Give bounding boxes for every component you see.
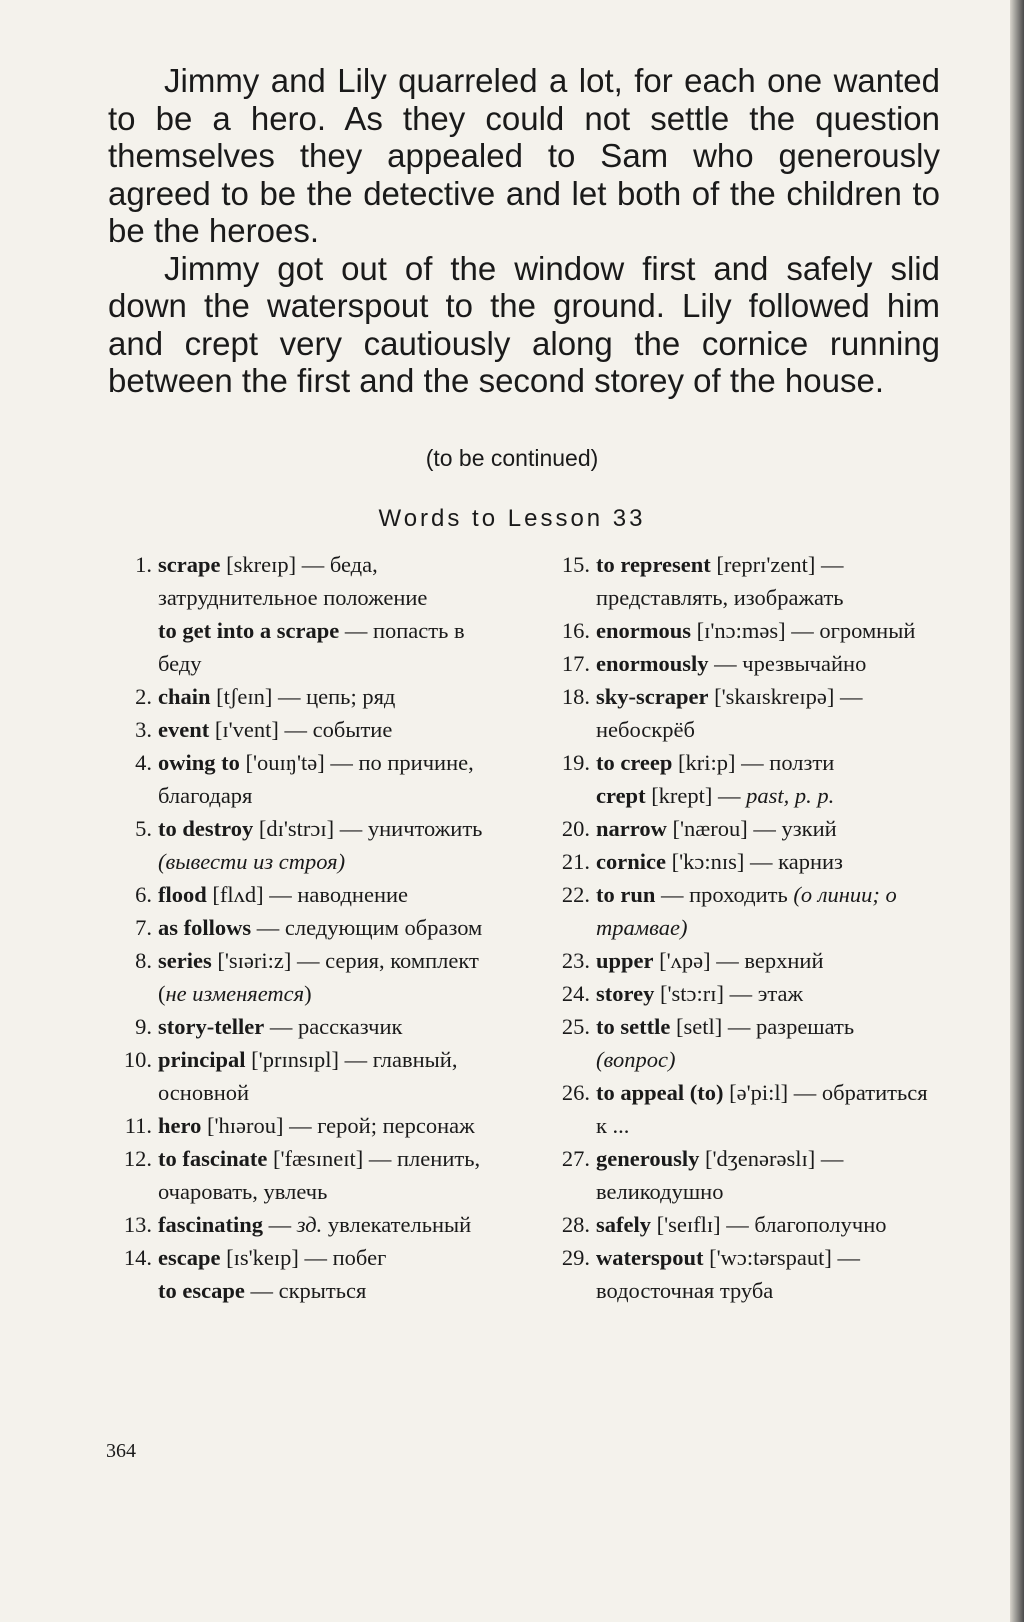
entry-translation: ['stɔ:rɪ] — этаж	[659, 981, 804, 1006]
entry-subline	[158, 1274, 498, 1307]
entry-word: upper	[596, 948, 654, 973]
entry-number: 24.	[561, 981, 590, 1006]
page-edge-shadow	[1010, 0, 1024, 1622]
entry-number: 18.	[561, 684, 590, 709]
entry-subline	[596, 779, 938, 812]
vocabulary-entry	[538, 845, 938, 878]
vocabulary-entry	[538, 680, 938, 746]
entry-number: 21.	[561, 849, 590, 874]
entry-translation: — чрезвычайно	[714, 651, 867, 676]
entry-word: fascinating	[158, 1212, 264, 1237]
entry-phrase-translation: — скрыться	[244, 1278, 367, 1303]
entry-line	[596, 614, 938, 647]
entry-line	[158, 1109, 498, 1142]
vocabulary-entry	[538, 812, 938, 845]
entry-translation: ['ʌpə] — верхний	[659, 948, 824, 973]
entry-translation: ['sɪəri:z] — серия, комплект (	[158, 948, 479, 1006]
entry-word: enormously	[596, 651, 709, 676]
entry-number: 9.	[135, 1014, 152, 1039]
entry-number: 1.	[135, 552, 152, 577]
entry-word: to appeal (to)	[596, 1080, 724, 1105]
entry-translation: [ɪ'vent] — событие	[214, 717, 393, 742]
story-text	[108, 62, 940, 400]
entry-number: 2.	[135, 684, 152, 709]
entry-number: 15.	[561, 552, 590, 577]
vocabulary-entry	[100, 878, 498, 911]
entry-line	[596, 845, 938, 878]
entry-number: 7.	[135, 915, 152, 940]
vocabulary-entry	[538, 1208, 938, 1241]
entry-translation: [kri:p] — ползти	[678, 750, 835, 775]
vocabulary-entry	[100, 1043, 498, 1109]
entry-word: to represent	[596, 552, 711, 577]
entry-line	[158, 548, 498, 614]
vocabulary-entry	[538, 977, 938, 1010]
vocabulary-entry	[100, 1241, 498, 1307]
entry-word: story-teller	[158, 1014, 265, 1039]
entry-word: generously	[596, 1146, 700, 1171]
entry-number: 5.	[135, 816, 152, 841]
entry-line	[158, 878, 498, 911]
entry-word: to creep	[596, 750, 673, 775]
entry-line	[596, 548, 938, 614]
entry-line	[596, 1208, 938, 1241]
entry-word: escape	[158, 1245, 221, 1270]
vocabulary-entry	[100, 911, 498, 944]
entry-subline	[158, 614, 498, 680]
entry-translation: [ə'pi:l] — обратиться к ...	[596, 1080, 928, 1138]
entry-number: 29.	[561, 1245, 590, 1270]
vocabulary-entry	[100, 1010, 498, 1043]
entry-translation: ['prɪnsɪpl] — главный, основной	[158, 1047, 458, 1105]
entry-translation: ['skaɪskreɪpə] — небоскрёб	[596, 684, 863, 742]
vocabulary-entry	[100, 713, 498, 746]
vocabulary-entry	[100, 746, 498, 812]
entry-word: owing to	[158, 750, 240, 775]
entry-line	[596, 1241, 938, 1307]
entry-number: 6.	[135, 882, 152, 907]
vocabulary-entry	[100, 1208, 498, 1241]
entry-line	[158, 911, 498, 944]
entry-translation: —	[268, 1212, 297, 1237]
entry-number: 10.	[123, 1047, 152, 1072]
entry-word: chain	[158, 684, 211, 709]
entry-line	[596, 680, 938, 746]
entry-line	[158, 812, 498, 878]
vocabulary-entry	[538, 878, 938, 944]
entry-number: 8.	[135, 948, 152, 973]
entry-line	[158, 680, 498, 713]
entry-translation-tail: )	[304, 981, 312, 1006]
vocabulary-entry	[100, 944, 498, 1010]
entry-word: safely	[596, 1212, 651, 1237]
entry-word: storey	[596, 981, 655, 1006]
vocabulary-entry	[538, 746, 938, 812]
vocabulary-entry	[100, 1109, 498, 1142]
entry-number: 25.	[561, 1014, 590, 1039]
entry-line	[158, 944, 498, 1010]
entry-line	[596, 812, 938, 845]
entry-line	[596, 1142, 938, 1208]
entry-word: to destroy	[158, 816, 254, 841]
entry-number: 4.	[135, 750, 152, 775]
entry-translation: — проходить	[661, 882, 794, 907]
entry-translation: — рассказчик	[269, 1014, 403, 1039]
entry-translation: ['wɔ:tərspaut] — водосточная труба	[596, 1245, 861, 1303]
entry-word: as follows	[158, 915, 252, 940]
entry-number: 23.	[561, 948, 590, 973]
entry-number: 3.	[135, 717, 152, 742]
entry-number: 17.	[561, 651, 590, 676]
entry-number: 22.	[561, 882, 590, 907]
entry-line	[158, 1010, 498, 1043]
entry-word: to run	[596, 882, 656, 907]
entry-line	[158, 746, 498, 812]
entry-word: narrow	[596, 816, 667, 841]
entry-number: 11.	[124, 1113, 152, 1138]
paragraph-2: Jimmy got out of the window first and safely slid down the waterspout to the ground. Lily followed him and crept very cautiously along the cornice running between the first and the second storey of the house.	[108, 249, 940, 399]
entry-number: 26.	[561, 1080, 590, 1105]
entry-line	[596, 1076, 938, 1142]
entry-translation: ['fæsɪneɪt] — пленить, очаровать, увлечь	[158, 1146, 481, 1204]
entry-number: 13.	[123, 1212, 152, 1237]
entry-word: flood	[158, 882, 207, 907]
entry-word: cornice	[596, 849, 666, 874]
vocabulary-column-right	[538, 548, 938, 1307]
vocabulary-entry	[538, 1142, 938, 1208]
entry-translation: [reprɪ'zent] — представлять, изображать	[596, 552, 844, 610]
entry-phrase: to escape	[158, 1278, 245, 1303]
page-number: 364	[106, 1440, 136, 1462]
entry-phrase-translation: — попасть в беду	[158, 618, 465, 676]
entry-line	[158, 1142, 498, 1208]
entry-word: event	[158, 717, 210, 742]
entry-note: зд.	[296, 1212, 323, 1237]
entry-line	[158, 1241, 498, 1274]
entry-phrase: crept	[596, 783, 646, 808]
entry-line	[158, 1208, 498, 1241]
entry-translation: ['ouɪŋ'tə] — по причине, благодаря	[158, 750, 474, 808]
entry-word: enormous	[596, 618, 691, 643]
entry-translation: [flʌd] — наводнение	[212, 882, 409, 907]
vocabulary-entry	[100, 1142, 498, 1208]
entry-translation: ['kɔ:nɪs] — карниз	[671, 849, 843, 874]
entry-word: sky-scraper	[596, 684, 709, 709]
entry-line	[596, 944, 938, 977]
vocabulary-entry	[100, 548, 498, 680]
entry-translation: [ɪ'nɔ:məs] — огромный	[696, 618, 916, 643]
entry-note: (вывести из строя)	[158, 849, 346, 874]
entry-line	[596, 977, 938, 1010]
vocabulary-entry	[538, 1076, 938, 1142]
entry-note: не изменяется	[165, 981, 305, 1006]
entry-note: (вопрос)	[596, 1047, 676, 1072]
entry-translation: — следующим образом	[256, 915, 483, 940]
entry-number: 20.	[561, 816, 590, 841]
entry-word: scrape	[158, 552, 221, 577]
entry-number: 19.	[561, 750, 590, 775]
entry-translation: [skreɪp] — беда, затруднительное положение	[158, 552, 428, 610]
entry-word: hero	[158, 1113, 202, 1138]
vocabulary-entry	[538, 647, 938, 680]
entry-translation: [tʃeɪn] — цепь; ряд	[216, 684, 396, 709]
entry-number: 28.	[561, 1212, 590, 1237]
vocabulary-heading: Words to Lesson 33	[378, 505, 646, 532]
entry-number: 27.	[561, 1146, 590, 1171]
vocabulary-entry	[538, 1010, 938, 1076]
entry-translation: ['seɪflɪ] — благополучно	[656, 1212, 887, 1237]
entry-phrase: to get into a scrape	[158, 618, 340, 643]
vocabulary-entry	[538, 614, 938, 647]
vocabulary-entry	[538, 944, 938, 977]
entry-translation: ['hɪərou] — герой; персонаж	[206, 1113, 475, 1138]
entry-line	[596, 746, 938, 779]
entry-translation: [dɪ'strɔɪ] — уничтожить	[258, 816, 483, 841]
vocabulary-entry	[538, 1241, 938, 1307]
entry-number: 12.	[123, 1146, 152, 1171]
entry-word: principal	[158, 1047, 246, 1072]
continued-note: (to be continued)	[425, 445, 599, 471]
vocabulary-entry	[100, 680, 498, 713]
entry-translation: [setl] — разрешать	[675, 1014, 855, 1039]
entry-word: waterspout	[596, 1245, 704, 1270]
entry-line	[596, 1010, 938, 1076]
entry-phrase-note: past, p. p.	[746, 783, 835, 808]
entry-phrase-translation: [krept] —	[645, 783, 747, 808]
entry-translation: [ɪs'keɪp] — побег	[226, 1245, 387, 1270]
entry-line	[158, 713, 498, 746]
vocabulary-entry	[100, 812, 498, 878]
entry-note: (о линии; о трамвае)	[596, 882, 897, 940]
entry-number: 16.	[561, 618, 590, 643]
entry-number: 14.	[123, 1245, 152, 1270]
entry-line	[596, 647, 938, 680]
entry-line	[596, 878, 938, 944]
entry-translation: ['dʒenərəslɪ] — великодушно	[596, 1146, 844, 1204]
vocabulary-column-left	[100, 548, 498, 1307]
entry-word: series	[158, 948, 212, 973]
entry-word: to settle	[596, 1014, 671, 1039]
entry-line	[158, 1043, 498, 1109]
vocabulary-entry	[538, 548, 938, 614]
paragraph-1: Jimmy and Lily quarreled a lot, for each one wanted to be a hero. As they could not settle the question themselves they appealed to Sam who generously agreed to be the detective and let both of the children to be the heroes.	[108, 62, 940, 249]
entry-translation: ['nærou] — узкий	[672, 816, 837, 841]
entry-word: to fascinate	[158, 1146, 268, 1171]
entry-translation-tail: увлекательный	[322, 1212, 472, 1237]
